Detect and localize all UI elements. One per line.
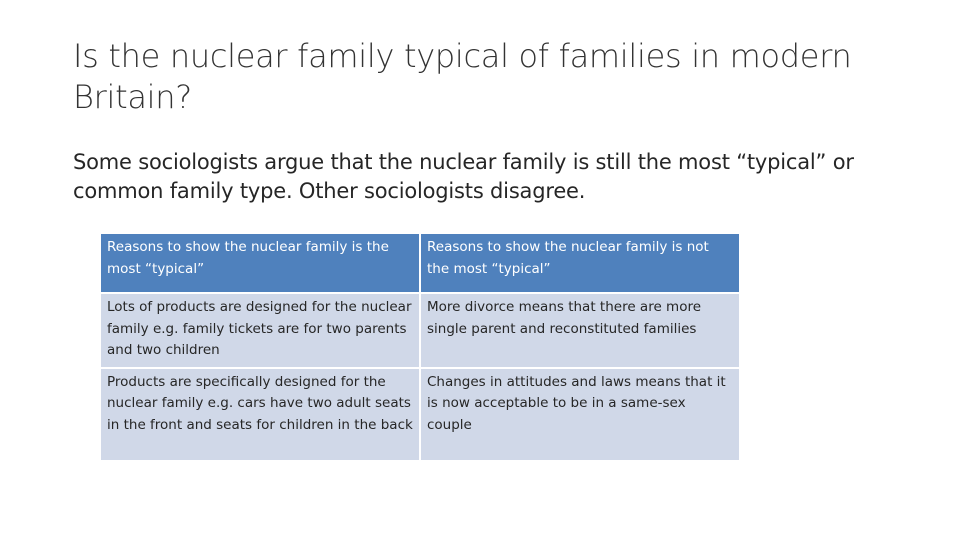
slide-title: Is the nuclear family typical of families in modern Britain? [73, 37, 852, 116]
table-row [100, 368, 740, 461]
slide-subtitle: Some sociologists argue that the nuclear family is still the most “typical” or common family type. Other sociologists disagree. [73, 150, 854, 203]
table-cell: Changes in attitudes and laws means that it is now acceptable to be in a same-sex couple [420, 368, 740, 461]
reasons-table [99, 232, 741, 462]
table-cell: Products are specifically designed for the nuclear family e.g. cars have two adult seats in the front and seats for children in the back [100, 368, 420, 461]
header-typical: Reasons to show the nuclear family is the most “typical” [100, 233, 420, 293]
header-not-typical: Reasons to show the nuclear family is not the most “typical” [420, 233, 740, 293]
table-cell: More divorce means that there are more single parent and reconstituted families [420, 293, 740, 368]
table-header-row [100, 233, 740, 293]
table-cell: Lots of products are designed for the nuclear family e.g. family tickets are for two parents and two children [100, 293, 420, 368]
table-row [100, 293, 740, 368]
